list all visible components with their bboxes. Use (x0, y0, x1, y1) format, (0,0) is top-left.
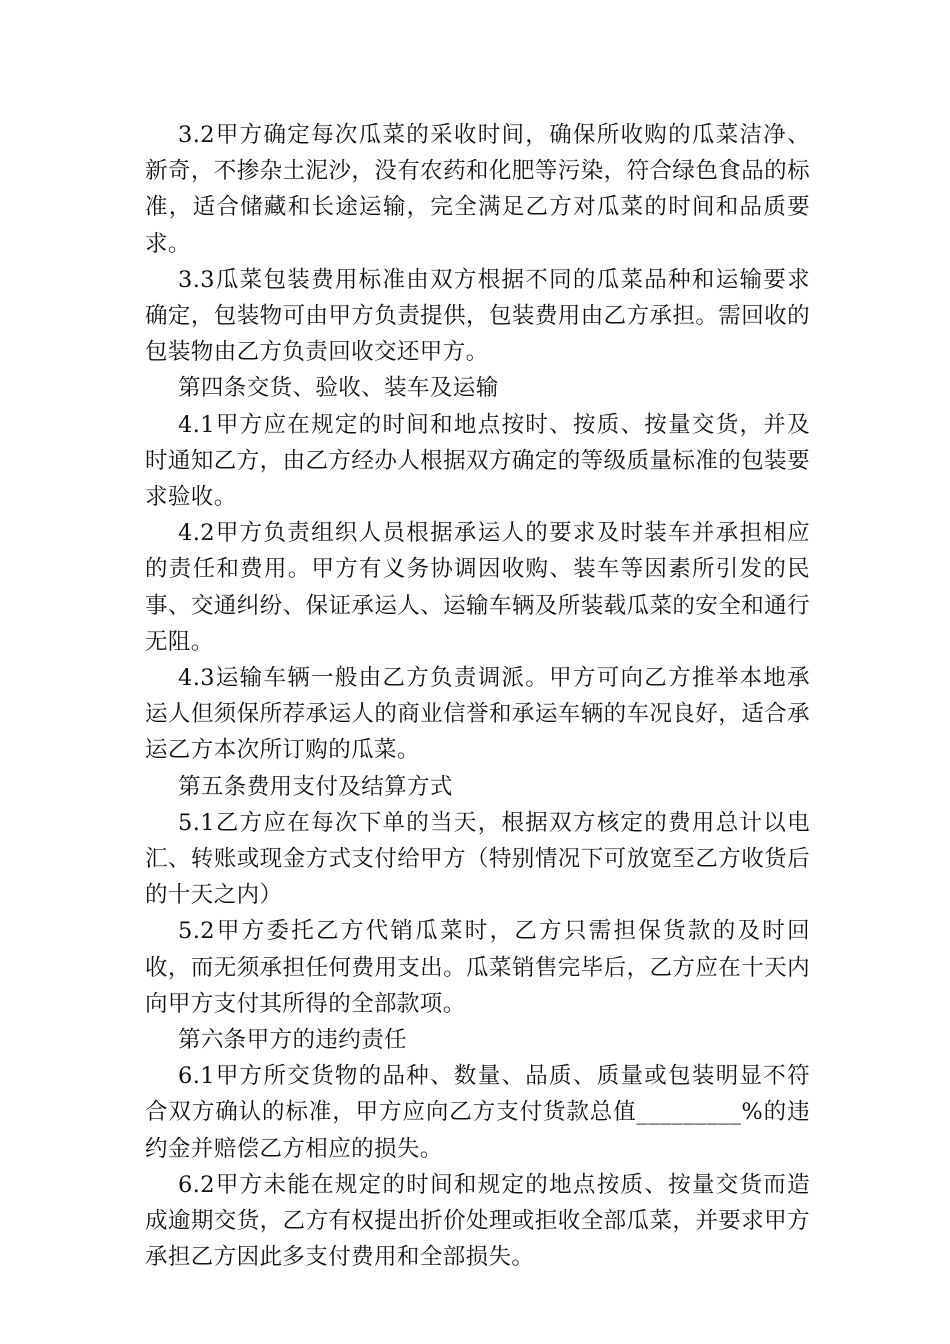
clause-3-2: 3.2甲方确定每次瓜菜的采收时间，确保所收购的瓜菜洁净、新奇，不掺杂土泥沙，没有农药和化肥等污染，符合绿色食品的标准，适合储藏和长途运输，完全满足乙方对瓜菜的时间和品质要求。 (145, 122, 810, 257)
clause-4-3: 4.3运输车辆一般由乙方负责调派。甲方可向乙方推举本地承运人但须保所荐承运人的商业信誉和承运车辆的车况良好，适合承运乙方本次所订购的瓜菜。 (145, 665, 810, 764)
clause-4-1: 4.1甲方应在规定的时间和地点按时、按质、按量交货，并及时通知乙方，由乙方经办人根据双方确定的等级质量标准的包装要求验收。 (145, 411, 810, 511)
article-6-heading: 第六条甲方的违约责任 (178, 1027, 408, 1054)
clause-4-2: 4.2甲方负责组织人员根据承运人的要求及时装车并承担相应的责任和费用。甲方有义务协调因收购、装车等因素所引发的民事、交通纠纷、保证承运人、运输车辆及所装载瓜菜的安全和通行无阻。 (145, 520, 810, 655)
article-4-heading: 第四条交货、验收、装车及运输 (178, 375, 499, 402)
document-body (145, 117, 810, 1276)
clause-6-2: 6.2甲方未能在规定的时间和规定的地点按质、按量交货而造成逾期交货，乙方有权提出折价处理或拒收全部瓜菜，并要求甲方承担乙方因此多支付费用和全部损失。 (145, 1171, 810, 1271)
clause-3-3: 3.3瓜菜包装费用标准由双方根据不同的瓜菜品种和运输要求确定，包装物可由甲方负责提供，包装费用由乙方承担。需回收的包装物由乙方负责回收交还甲方。 (145, 266, 810, 366)
clause-6-1: 6.1甲方所交货物的品种、数量、品质、质量或包装明显不符合双方确认的标准，甲方应向乙方支付货款总值_________%的违约金并赔偿乙方相应的损失。 (145, 1063, 810, 1162)
article-5-heading: 第五条费用支付及结算方式 (178, 773, 453, 800)
clause-5-1: 5.1乙方应在每次下单的当天，根据双方核定的费用总计以电汇、转账或现金方式支付给甲方（特别情况下可放宽至乙方收货后的十天之内） (145, 809, 810, 909)
clause-5-2: 5.2甲方委托乙方代销瓜菜时，乙方只需担保货款的及时回收，而无须承担任何费用支出。瓜菜销售完毕后，乙方应在十天内向甲方支付其所得的全部款项。 (145, 918, 810, 1017)
